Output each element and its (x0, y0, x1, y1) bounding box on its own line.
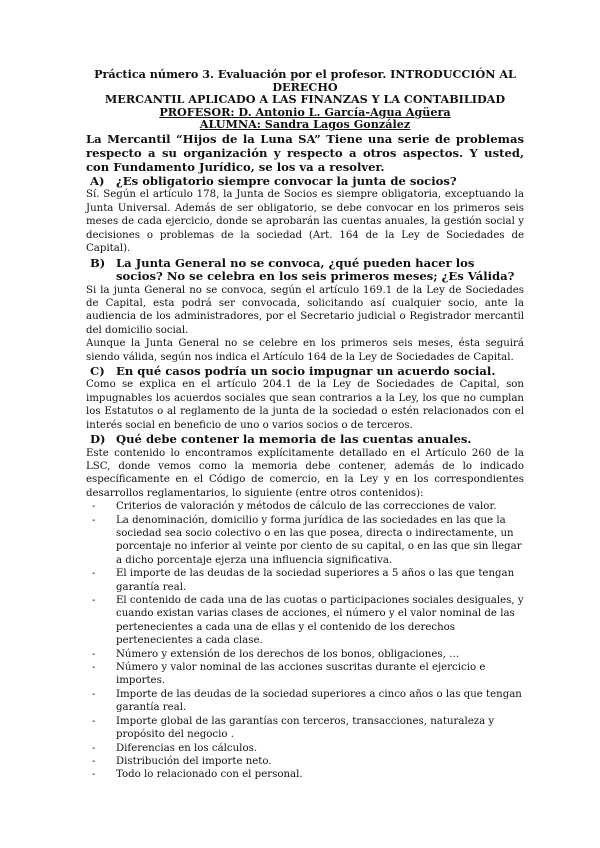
question-text: ¿Es obligatorio siempre convocar la junta de socios? (116, 173, 457, 188)
list-item-text: Diferencias en los cálculos. (116, 742, 258, 754)
list-item (86, 755, 524, 768)
list-item-text: Todo lo relacionado con el personal. (116, 769, 303, 781)
list-item (86, 715, 524, 742)
answer-paragraph: Este contenido lo encontramos explícitamente detallado en el Artículo 260 de la LSC, donde vemos como la memoria debe contener, además de lo indicado específicamente en el Código de comercio, en la Ley y en los correspondientes desarrollos reglamentarios, lo siguiente (entre otros contenidos): (86, 447, 524, 499)
student-line: ALUMNA: Sandra Lagos González (199, 117, 411, 132)
list-item-text: El contenido de cada una de las cuotas o participaciones sociales desiguales, y cuando existan varias clases de acciones, el número y el valor nominal de las pertenecientes a cada una de ellas y el contenido de los derechos pertenecientes a cada clase. (116, 595, 524, 647)
list-item-text: Criterios de valoración y métodos de cálculo de las correcciones de valor. (116, 501, 497, 513)
answer-paragraph: Si la junta General no se convoca, según el artículo 169.1 de la Ley de Sociedades de Capital, esta podrá ser convocada, solicitando así cualquier socio, ante la audiencia de los administradores, por el Secretario judicial o Registrador mercantil del domicilio social. (86, 284, 524, 336)
list-item (86, 688, 524, 715)
list-item-text: Distribución del importe neto. (116, 755, 272, 767)
list-item-text: El importe de las deudas de la sociedad superiores a 5 años o las que tengan garantía real. (116, 568, 515, 593)
list-bullet: - (92, 595, 96, 607)
question-a (86, 175, 524, 189)
list-item (86, 648, 524, 661)
header-title-line-1: Práctica número 3. Evaluación por el profesor. INTRODUCCIÓN AL DERECHO (94, 67, 516, 94)
question-letter: B) (90, 255, 106, 270)
list-bullet: - (92, 501, 96, 513)
question-d (86, 433, 524, 447)
list-bullet: - (92, 662, 96, 674)
list-bullet: - (92, 568, 96, 580)
question-letter: A) (90, 173, 105, 188)
list-item (86, 567, 524, 594)
question-c (86, 365, 524, 379)
document-page (86, 68, 524, 782)
list-bullet: - (92, 688, 96, 700)
list-bullet: - (92, 715, 96, 727)
question-text: La Junta General no se convoca, ¿qué pueden hacer los socios? No se celebra en los seis primeros meses; ¿Es Válida? (116, 255, 515, 283)
list-item (86, 742, 524, 755)
list-item-text: Número y extensión de los derechos de los bonos, obligaciones, … (116, 648, 460, 660)
list-item-text: Importe global de las garantías con terceros, transacciones, naturaleza y propósito del negocio . (116, 715, 495, 741)
professor-line: PROFESOR: D. Antonio L. García-Agua Agüera (159, 104, 451, 119)
list-bullet: - (92, 755, 96, 767)
list-item-text: Importe de las deudas de la sociedad superiores a cinco años o las que tengan garantía real. (116, 688, 522, 714)
answer-paragraph: Como se explica en el artículo 204.1 de la Ley de Sociedades de Capital, son impugnables los acuerdos sociales que sean contrarios a la Ley, los que no cumplan los Estatutos o al reglamento de la junta de la sociedad o estén relacionados con el interés social en beneficio de uno o varios socios o de terceros. (86, 379, 524, 431)
question-letter: D) (90, 432, 106, 447)
question-text: Qué debe contener la memoria de las cuentas anuales. (116, 432, 472, 447)
question-text: En qué casos podría un socio impugnar un acuerdo social. (116, 363, 496, 378)
header-title-line-2: MERCANTIL APLICADO A LAS FINANZAS Y LA CONTABILIDAD (104, 92, 506, 107)
memoria-contents-list (86, 500, 524, 782)
answer-paragraph: Sí. Según el artículo 178, la Junta de Socios es siempre obligatoria, exceptuando la Junta Universal. Además de ser obligatorio, se debe convocar en los primeros seis meses de cada ejercicio, donde se aprobarán las cuentas anuales, la gestión social y decisiones o problemas de la sociedad (Art. 164 de la Ley de Sociedades de Capital). (86, 189, 524, 255)
list-bullet: - (92, 742, 96, 754)
list-bullet: - (92, 769, 96, 781)
list-bullet: - (92, 514, 96, 526)
list-item (86, 514, 524, 568)
intro-paragraph: La Mercantil “Hijos de la Luna SA” Tiene una serie de problemas respecto a su organización y respecto a otros aspectos. Y usted, con Fundamento Jurídico, se los va a resolver. (86, 131, 524, 174)
list-item-text: Número y valor nominal de las acciones suscritas durante el ejercicio e importes. (116, 662, 486, 687)
question-b (86, 257, 524, 284)
list-bullet: - (92, 648, 96, 660)
list-item (86, 661, 524, 688)
list-item (86, 768, 524, 781)
question-letter: C) (90, 363, 105, 378)
document-header (86, 68, 524, 131)
list-item (86, 500, 524, 513)
list-item-text: La denominación, domicilio y forma jurídica de las sociedades en las que la sociedad sea socio colectivo o en las que posea, directa o indirectamente, un porcentaje no inferior al veinte por ciento de su capital, o en las que sin llegar a dicho porcentaje ejerza una influencia significativa. (116, 514, 522, 566)
answer-paragraph: Aunque la Junta General no se celebre en los primeros seis meses, ésta seguirá siendo válida, según nos indica el Artículo 164 de la Ley de Sociedades de Capital. (86, 338, 524, 363)
list-item (86, 594, 524, 648)
